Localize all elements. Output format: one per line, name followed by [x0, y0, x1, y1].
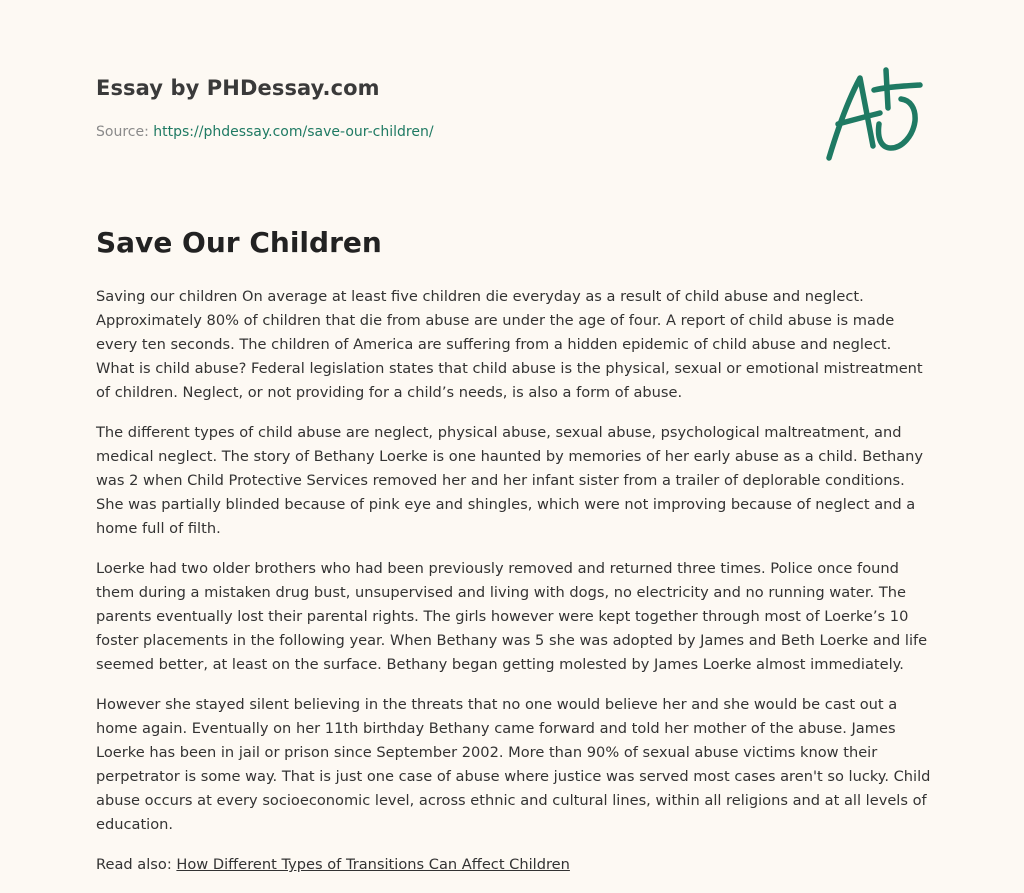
source-line	[96, 124, 434, 140]
read-also-link[interactable]: How Different Types of Transitions Can Affect Children	[176, 856, 570, 873]
site-brand: Essay by PHDessay.com	[96, 76, 380, 100]
article-title: Save Our Children	[96, 226, 382, 259]
article-body	[96, 285, 934, 893]
paragraph: The different types of child abuse are neglect, physical abuse, sexual abuse, psychological maltreatment, and medical neglect. The story of Bethany Loerke is one haunted by memories of her early abuse as a child. Bethany was 2 when Child Protective Services removed her and her infant sister from a trailer of deplorable conditions. She was partially blinded because of pink eye and shingles, which were not improving because of neglect and a home full of filth.	[96, 424, 924, 537]
read-also-label: Read also:	[96, 856, 177, 873]
source-link[interactable]: https://phdessay.com/save-our-children/	[153, 124, 434, 140]
paragraph: Loerke had two older brothers who had been previously removed and returned three times. Police once found them during a mistaken drug bust, unsupervised and living with dogs, no electricity and no running water. The parents eventually lost their parental rights. The girls however were kept together through most of Loerke’s 10 foster placements in the following year. When Bethany was 5 she was adopted by James and Beth Loerke and life seemed better, at least on the surface. Bethany began getting molested by James Loerke almost immediately.	[96, 560, 928, 673]
a-plus-grade-icon	[820, 66, 930, 166]
read-also	[96, 853, 934, 877]
source-label: Source:	[96, 124, 154, 140]
paragraph: However she stayed silent believing in the threats that no one would believe her and she would be cast out a home again. Eventually on her 11th birthday Bethany came forward and told her mother of the abuse. James Loerke has been in jail or prison since September 2002. More than 90% of sexual abuse victims know their perpetrator is some way. That is just one case of abuse where justice was served most cases aren't so lucky. Child abuse occurs at every socioeconomic level, across ethnic and cultural lines, within all religions and at all levels of education.	[96, 696, 931, 833]
paragraph: Saving our children On average at least five children die everyday as a result of child abuse and neglect. Approximately 80% of children that die from abuse are under the age of four. A report of child abuse is made every ten seconds. The children of America are suffering from a hidden epidemic of child abuse and neglect. What is child abuse? Federal legislation states that child abuse is the physical, sexual or emotional mistreatment of children. Neglect, or not providing for a child’s needs, is also a form of abuse.	[96, 288, 923, 401]
